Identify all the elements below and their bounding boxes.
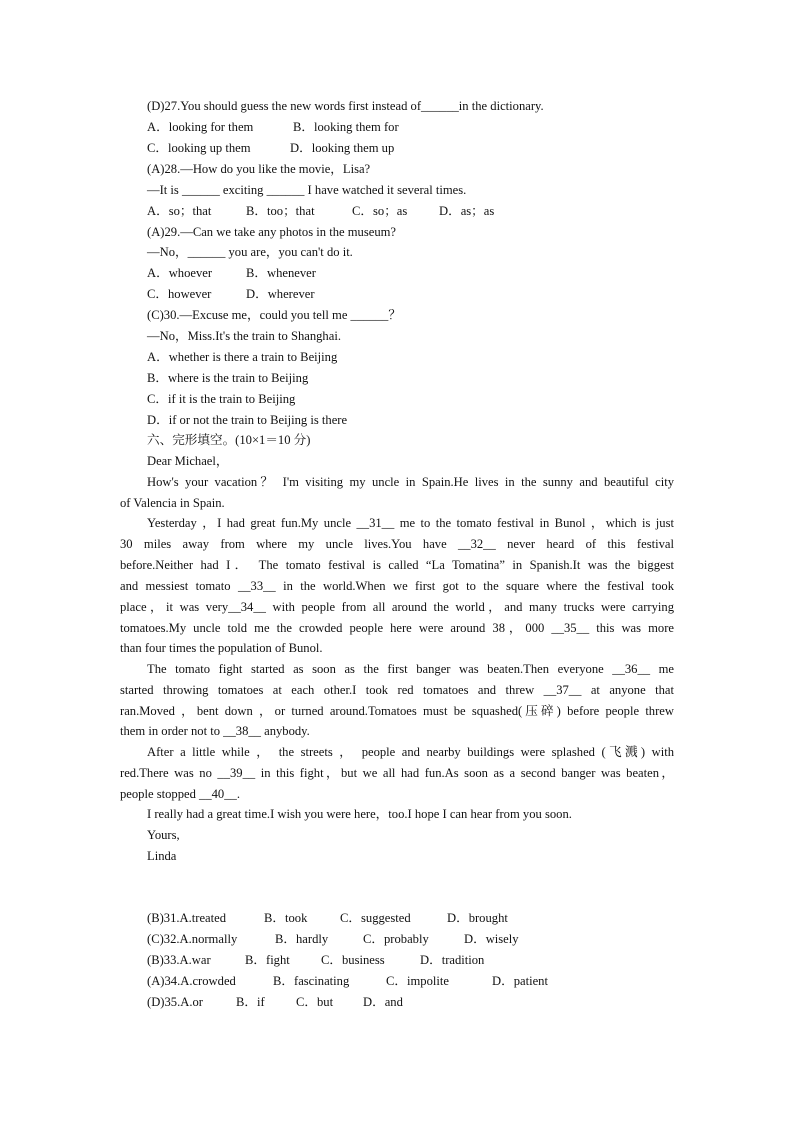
- letter-paragraph-4-line-2: red.There was no __39__ in this fight，but we all had fun.As soon as a second banger was beaten，: [120, 766, 674, 780]
- letter-greeting: Dear Michael，: [147, 454, 229, 468]
- question-35-options: [147, 994, 403, 1010]
- option-c: C．suggested: [340, 911, 411, 925]
- option-c: C．but: [296, 995, 334, 1009]
- question-34-options: [147, 973, 548, 989]
- letter-paragraph-4-line-3: people stopped __40__.: [120, 787, 240, 801]
- option-a: A．looking for them: [147, 120, 254, 134]
- option-c: C．looking up them: [147, 141, 251, 155]
- letter-paragraph-5: I really had a great time.I wish you were here，too.I hope I can hear from you soon.: [147, 807, 572, 821]
- option-b: B．too；that: [246, 204, 315, 218]
- letter-signature: Linda: [147, 849, 177, 863]
- option-a: A．whoever: [147, 266, 213, 280]
- option-b: B．looking them for: [293, 120, 399, 134]
- question-33-options: [147, 952, 484, 968]
- letter-paragraph-2-line-1: Yesterday ，I had great fun.My uncle __31__ me to the tomato festival in Bunol ，which is just: [147, 516, 674, 530]
- letter-paragraph-2-line-3: before.Neither had I． The tomato festival is called “La Tomatina” in Spanish.It was the biggest: [120, 558, 674, 572]
- option-d: D．brought: [447, 911, 508, 925]
- question-30-option-b: B．where is the train to Beijing: [147, 371, 309, 385]
- question-27-options-row2: [147, 140, 394, 156]
- option-c: C．so；as: [352, 204, 408, 218]
- option-b: B．hardly: [275, 932, 329, 946]
- option-b: B．if: [236, 995, 265, 1009]
- question-29-options-row2: [147, 286, 315, 302]
- question-28-options: [147, 203, 494, 219]
- letter-paragraph-2-line-4: and messiest tomato __33__ in the world.When we first got to the square where the festival took: [120, 579, 674, 593]
- question-29-options-row1: [147, 265, 316, 281]
- option-d: D．and: [363, 995, 403, 1009]
- letter-paragraph-3-line-1: The tomato fight started as soon as the first banger was beaten.Then everyone __36__ me: [147, 662, 674, 676]
- option-c: C．business: [321, 953, 385, 967]
- question-28-stem: (A)28.—How do you like the movie，Lisa?: [147, 162, 371, 176]
- question-30-option-c: C．if it is the train to Beijing: [147, 392, 296, 406]
- option-a: (B)31.A.treated: [147, 911, 227, 925]
- letter-paragraph-3-line-2: started throwing tomatoes at each other.I took red tomatoes and threw __37__ at anyone that: [120, 683, 674, 697]
- option-a: (D)35.A.or: [147, 995, 203, 1009]
- question-27-stem: (D)27.You should guess the new words first instead of______in the dictionary.: [147, 99, 544, 113]
- letter-closing: Yours,: [147, 828, 180, 842]
- letter-paragraph-2-line-6: tomatoes.My uncle told me the crowded people here were around 38，000 __35__ this was more: [120, 621, 674, 635]
- option-a: (B)33.A.war: [147, 953, 211, 967]
- option-d: D．wherever: [246, 287, 315, 301]
- option-b: B．took: [264, 911, 308, 925]
- letter-paragraph-1-line-2: of Valencia in Spain.: [120, 496, 225, 510]
- question-30-stem: (C)30.—Excuse me，could you tell me ______？: [147, 308, 401, 322]
- section-title: 六、完形填空。(10×1＝10 分): [147, 433, 311, 447]
- letter-paragraph-2-line-7: than four times the population of Bunol.: [120, 641, 323, 655]
- question-29-line2: —No，______ you are，you can't do it.: [147, 245, 353, 259]
- letter-paragraph-3-line-3: ran.Moved ，bent down ，or turned around.Tomatoes must be squashed(压碎) before people threw: [120, 704, 674, 718]
- question-28-line2: —It is ______ exciting ______ I have watched it several times.: [147, 183, 467, 197]
- question-31-options: [147, 910, 508, 926]
- question-30-line2: —No，Miss.It's the train to Shanghai.: [147, 329, 341, 343]
- question-30-option-a: A．whether is there a train to Beijing: [147, 350, 338, 364]
- letter-paragraph-2-line-5: place，it was very__34__ with people from all around the world，and many trucks were carrying: [120, 600, 674, 614]
- option-d: D．as；as: [439, 204, 495, 218]
- question-29-stem: (A)29.—Can we take any photos in the museum?: [147, 225, 397, 239]
- option-a: (A)34.A.crowded: [147, 974, 236, 988]
- question-27-options-row1: [147, 119, 399, 135]
- option-d: D．looking them up: [290, 141, 395, 155]
- option-c: C．however: [147, 287, 212, 301]
- option-b: B．whenever: [246, 266, 316, 280]
- option-d: D．patient: [492, 974, 548, 988]
- option-d: D．tradition: [420, 953, 485, 967]
- option-c: C．probably: [363, 932, 429, 946]
- option-d: D．wisely: [464, 932, 519, 946]
- option-a: A．so；that: [147, 204, 212, 218]
- option-c: C．impolite: [386, 974, 449, 988]
- letter-paragraph-3-line-4: them in order not to __38__ anybody.: [120, 724, 310, 738]
- option-b: B．fight: [245, 953, 290, 967]
- question-32-options: [147, 931, 519, 947]
- question-30-option-d: D．if or not the train to Beijing is there: [147, 413, 348, 427]
- letter-paragraph-1-line-1: How's your vacation？ I'm visiting my uncle in Spain.He lives in the sunny and beautiful city: [147, 475, 674, 489]
- letter-paragraph-4-line-1: After a little while ， the streets ， people and nearby buildings were splashed (飞溅) with: [147, 745, 674, 759]
- letter-paragraph-2-line-2: 30 miles away from where my uncle lives.You have __32__ never heard of this festival: [120, 537, 674, 551]
- option-a: (C)32.A.normally: [147, 932, 238, 946]
- option-b: B．fascinating: [273, 974, 350, 988]
